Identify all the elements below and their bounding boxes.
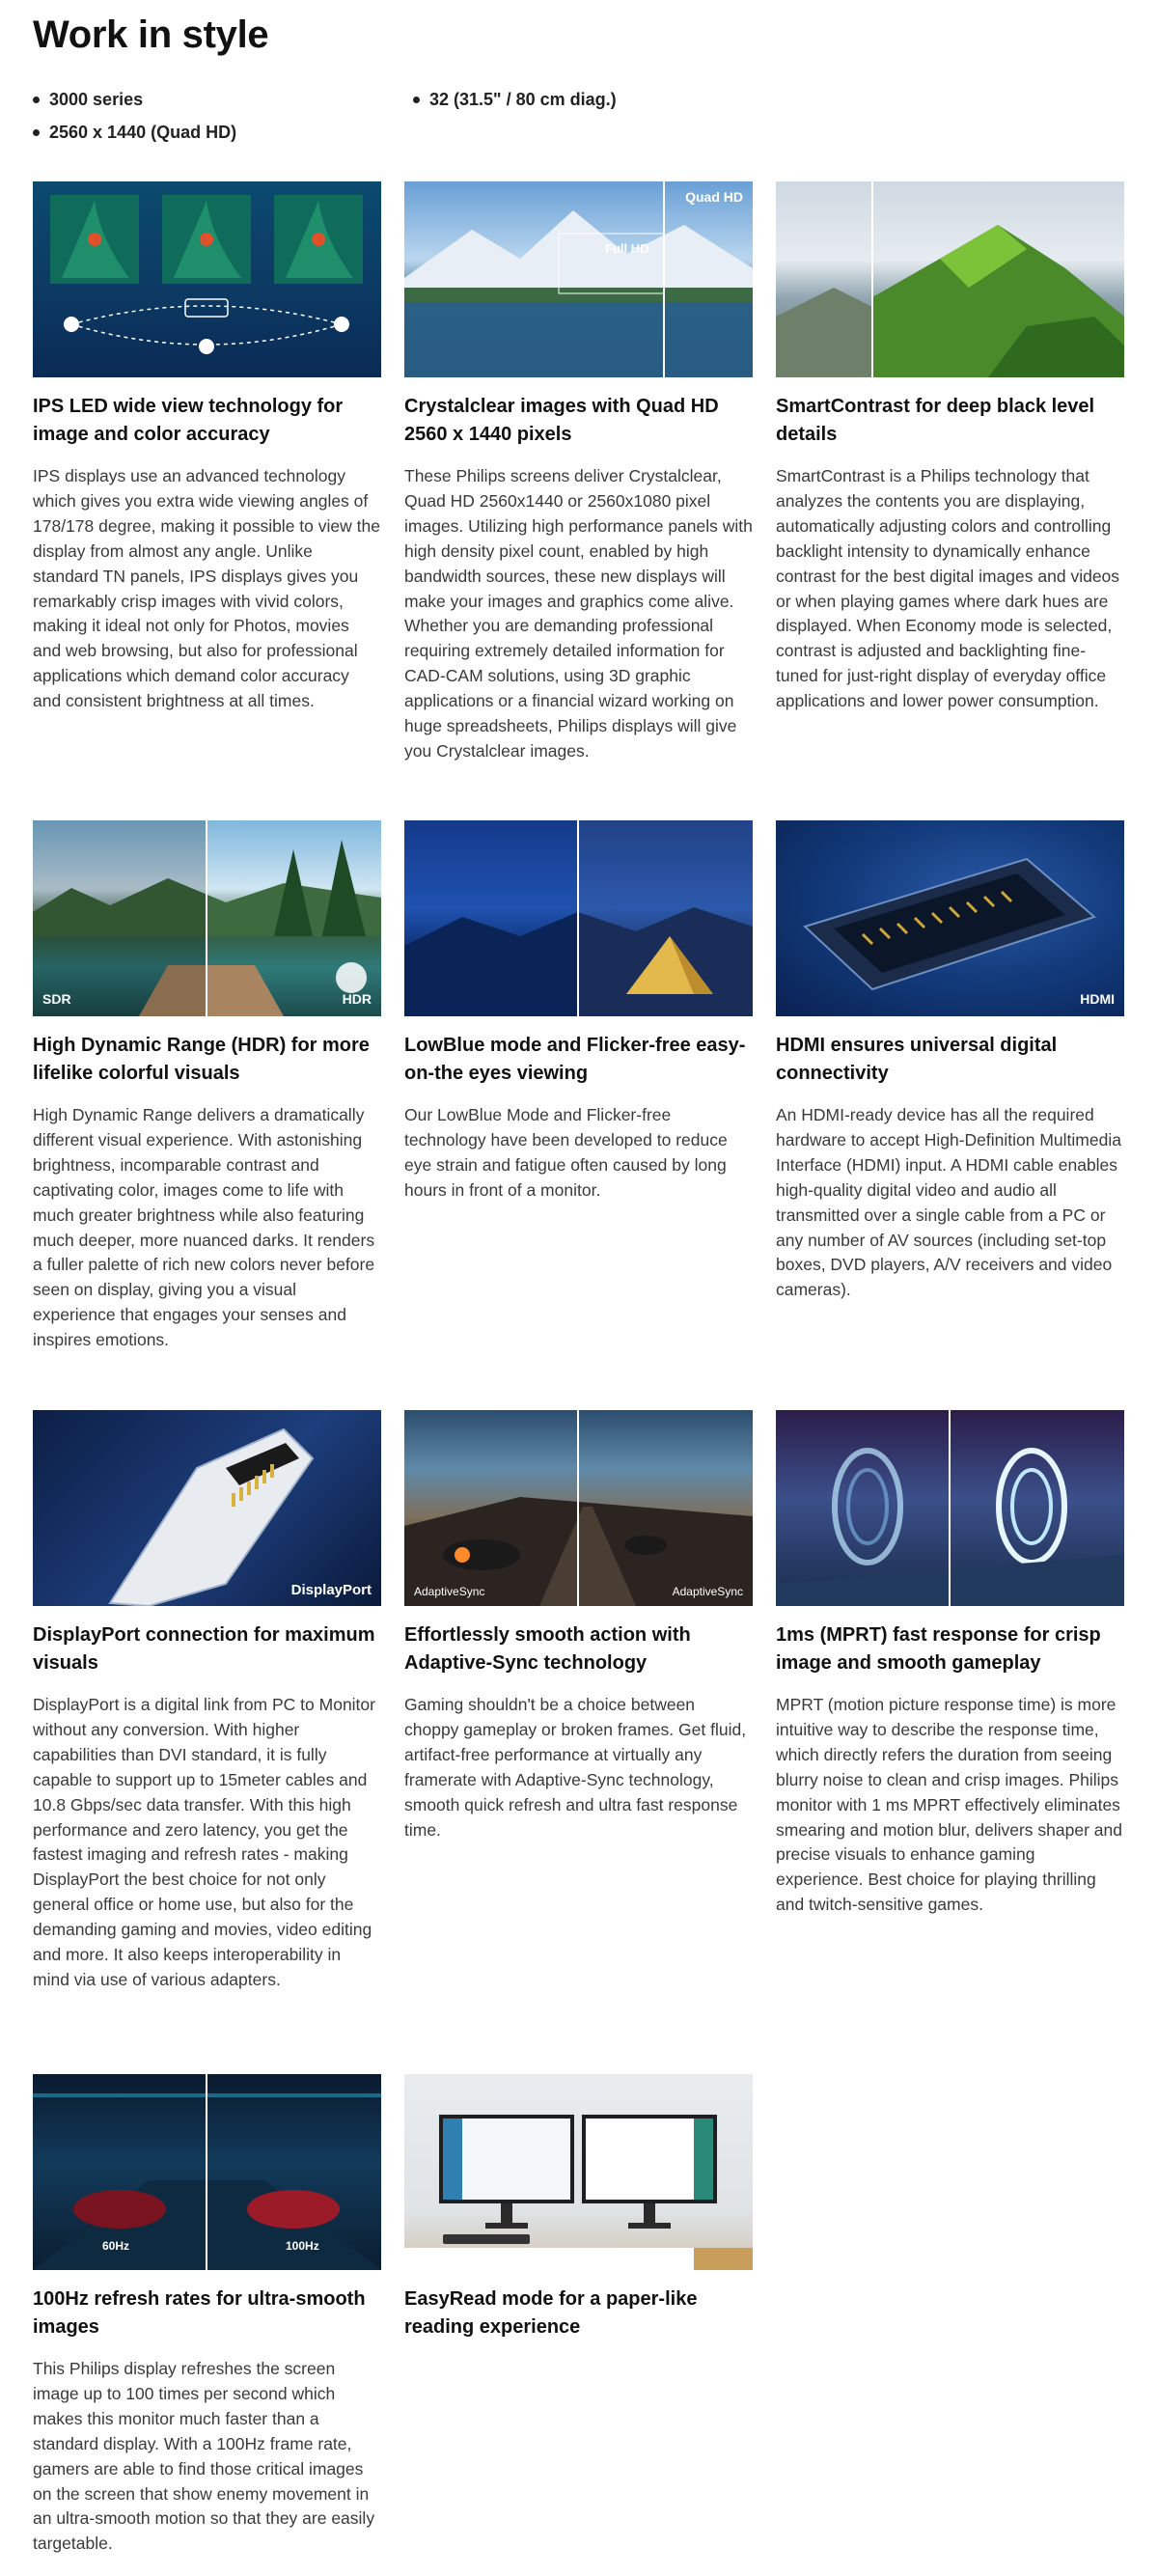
bullet-icon — [413, 97, 420, 103]
quad-hd-illustration — [404, 181, 753, 377]
mprt-illustration — [776, 1410, 1124, 1606]
easyread-monitors-illustration — [404, 2074, 753, 2270]
hdr-image — [33, 820, 381, 1016]
feature-card-displayport — [33, 1410, 381, 1993]
mprt-image — [776, 1410, 1124, 1606]
displayport-connector-illustration — [33, 1410, 381, 1606]
spec-item — [413, 89, 760, 110]
100hz-label: 100Hz — [286, 2239, 319, 2253]
feature-card-easyread — [404, 2074, 753, 2341]
feature-title: Effortlessly smooth action with Adaptive-Sync technology — [404, 1624, 691, 1674]
spec-text: 3000 series — [49, 89, 144, 109]
feature-title: High Dynamic Range (HDR) for more lifelike colorful visuals — [33, 1035, 370, 1084]
feature-description: This Philips display refreshes the screen image up to 100 times per second which makes this monitor much faster than a standard display. With a 100Hz frame rate, gamers are able to find those critical images on the screen that show enemy movement in an ultra-smooth motion so that they are easily targetable. — [33, 2359, 375, 2554]
feature-card-smartcontrast — [776, 181, 1124, 714]
feature-description: IPS displays use an advanced technology which gives you extra wide viewing angles of 178/178 degree, making it possible to view the display from almost any angle. Unlike standard TN panels, IPS displays gives you remarkably crisp images with vivid colors, making it ideal not only for Photos, movies and web browsing, but also for professional applications which demand color accuracy and consistent brightness at all times. — [33, 466, 380, 711]
feature-card-lowblue — [404, 820, 753, 1204]
feature-description: Our LowBlue Mode and Flicker-free technology have been developed to reduce eye strain and fatigue often caused by long hours in front of a monitor. — [404, 1105, 728, 1200]
feature-title: EasyRead mode for a paper-like reading experience — [404, 2288, 698, 2338]
bullet-icon — [33, 97, 40, 103]
feature-title: Crystalclear images with Quad HD 2560 x 1440 pixels — [404, 396, 719, 445]
lowblue-illustration — [404, 820, 753, 1016]
feature-title: HDMI ensures universal digital connectivity — [776, 1035, 1058, 1084]
adaptive-sync-label-left: AdaptiveSync — [414, 1585, 485, 1598]
60hz-label: 60Hz — [102, 2239, 130, 2253]
100hz-illustration — [33, 2074, 381, 2270]
smartcontrast-image — [776, 181, 1124, 377]
feature-title: 100Hz refresh rates for ultra-smooth images — [33, 2288, 366, 2338]
hdr-label: HDR — [342, 991, 372, 1007]
sdr-label: SDR — [42, 991, 71, 1007]
hdmi-label: HDMI — [1080, 991, 1115, 1007]
feature-description: MPRT (motion picture response time) is more intuitive way to describe the response time, which directly refers the duration from seeing blurry noise to clean and crisp images. Philips monitor with 1 ms MPRT effectively eliminates smearing and motion blur, delivers shaper and precise visuals to enhance gaming experience. Best choice for playing thrilling and twitch-sensitive games. — [776, 1695, 1122, 1915]
page-title: Work in style — [33, 14, 269, 56]
feature-title: SmartContrast for deep black level details — [776, 396, 1095, 445]
hdmi-connector-illustration — [776, 820, 1124, 1016]
feature-card-hdmi — [776, 820, 1124, 1303]
spec-text: 32 (31.5" / 80 cm diag.) — [429, 89, 617, 109]
hdr-illustration — [33, 820, 381, 1016]
quad-hd-label: Quad HD — [685, 189, 743, 205]
spec-item — [33, 89, 413, 110]
smartcontrast-illustration — [776, 181, 1124, 377]
hdmi-image — [776, 820, 1124, 1016]
displayport-image — [33, 1410, 381, 1606]
feature-card-100hz — [33, 2074, 381, 2557]
feature-card-adaptive-sync — [404, 1410, 753, 1842]
feature-title: IPS LED wide view technology for image and color accuracy — [33, 396, 344, 445]
spec-text: 2560 x 1440 (Quad HD) — [49, 122, 237, 142]
adaptive-sync-image — [404, 1410, 753, 1606]
feature-description: SmartContrast is a Philips technology that analyzes the contents you are displaying, automatically adjusting colors and controlling backlight intensity to dynamically enhance contrast for the best digital images and videos or when playing games where dark hues are displayed. When Economy mode is selected, contrast is adjusted and backlighting fine-tuned for just-right display of everyday office applications and lower power consumption. — [776, 466, 1120, 711]
spec-list — [33, 89, 766, 143]
quad-hd-image — [404, 181, 753, 377]
feature-description: DisplayPort is a digital link from PC to Monitor without any conversion. With higher capabilities than DVI standard, it is fully capable to support up to 15meter cables and 10.8 Gbps/sec data transfer. With this high performance and zero latency, you get the fastest imaging and refresh rates - making DisplayPort the best choice for not only general office or home use, but also for the demanding gaming and movies, video editing and more. It also keeps interoperability in mind via use of various adapters. — [33, 1695, 375, 1989]
ips-image — [33, 181, 381, 377]
displayport-label: DisplayPort — [290, 1582, 372, 1598]
100hz-image — [33, 2074, 381, 2270]
easyread-image — [404, 2074, 753, 2270]
spec-item — [33, 122, 413, 143]
feature-card-mprt — [776, 1410, 1124, 1918]
lowblue-image — [404, 820, 753, 1016]
feature-card-quad-hd — [404, 181, 753, 764]
feature-title: LowBlue mode and Flicker-free easy-on-the eyes viewing — [404, 1035, 746, 1084]
feature-card-ips — [33, 181, 381, 714]
bullet-icon — [33, 129, 40, 136]
feature-card-hdr — [33, 820, 381, 1353]
feature-title: DisplayPort connection for maximum visuals — [33, 1624, 375, 1674]
adaptive-sync-illustration — [404, 1410, 753, 1606]
ips-illustration — [33, 181, 381, 377]
feature-title: 1ms (MPRT) fast response for crisp image and smooth gameplay — [776, 1624, 1101, 1674]
adaptive-sync-label-right: AdaptiveSync — [672, 1585, 743, 1598]
full-hd-label: Full HD — [605, 241, 649, 256]
feature-description: High Dynamic Range delivers a dramatically different visual experience. With astonishing brightness, incomparable contrast and captivating color, images come to life with much greater brightness while also featuring much deeper, more nuanced darks. It renders a fuller palette of rich new colors never before seen on display, giving you a visual experience that engages your senses and inspires emotions. — [33, 1105, 375, 1350]
feature-description: An HDMI-ready device has all the required hardware to accept High-Definition Multimedia Interface (HDMI) input. A HDMI cable enables high-quality digital video and audio all transmitted over a single cable from a PC or any number of AV sources (including set-top boxes, DVD players, A/V receivers and video cameras). — [776, 1105, 1121, 1300]
feature-description: These Philips screens deliver Crystalclear, Quad HD 2560x1440 or 2560x1080 pixel images. Utilizing high performance panels with high density pixel count, enabled by high bandwidth sources, these new displays will make your images and graphics come alive. Whether you are demanding professional requiring extremely detailed information for CAD-CAM solutions, using 3D graphic applications or a financial wizard working on huge spreadsheets, Philips displays will give you Crystalclear images. — [404, 466, 753, 761]
feature-description: Gaming shouldn't be a choice between choppy gameplay or broken frames. Get fluid, artifact-free performance at virtually any framerate with Adaptive-Sync technology, smooth quick refresh and ultra fast response time. — [404, 1695, 747, 1840]
